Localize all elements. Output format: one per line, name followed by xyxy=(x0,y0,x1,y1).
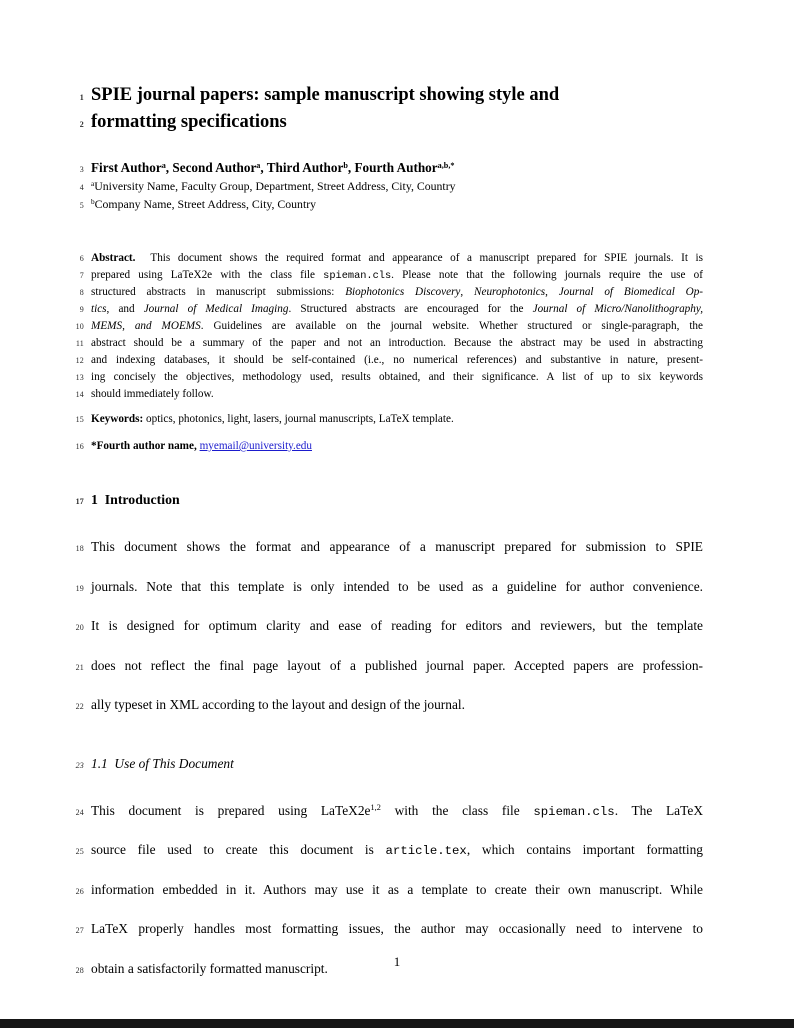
line-number: 28 xyxy=(75,965,84,975)
text-segment: and indexing databases, it should be self-contained (i.e., no numerical references) and substantive in nature, present- xyxy=(91,354,703,366)
line-abstract xyxy=(56,386,703,403)
line-content xyxy=(91,438,703,454)
text-segment: *Fourth author name, xyxy=(91,440,200,452)
line-number: 22 xyxy=(75,702,84,711)
text-segment: source file used to create this document is xyxy=(91,842,386,857)
text-segment: . Guidelines are available on the journal website. Whether structured or single-paragraph, the xyxy=(200,320,703,332)
line-number: 1 xyxy=(79,93,84,102)
line-number: 26 xyxy=(75,886,84,896)
line-abstract xyxy=(56,301,703,318)
text-segment: b xyxy=(91,197,95,207)
line-subsection-heading xyxy=(56,754,703,775)
text-segment: Biophotonics Discovery xyxy=(345,286,461,298)
line-abstract xyxy=(56,335,703,352)
text-segment: , and xyxy=(106,303,144,315)
text-segment: 1,2 xyxy=(370,803,381,813)
line-content xyxy=(91,178,703,196)
line-content xyxy=(91,318,703,334)
line-number: 17 xyxy=(75,497,84,506)
line-number: 3 xyxy=(79,165,84,174)
text-segment: This document is prepared using LaTeX2e xyxy=(91,802,371,818)
line-content xyxy=(91,695,703,716)
text-segment: LaTeX properly handles most formatting issues, the author may occasionally need to intervene to xyxy=(91,921,703,936)
line-content xyxy=(91,284,703,300)
text-segment: , Fourth Author xyxy=(347,160,438,175)
line-abstract xyxy=(56,267,703,284)
line-affiliation xyxy=(56,196,703,214)
line-author-note xyxy=(56,438,703,455)
line-number: 20 xyxy=(75,623,84,632)
text-segment: spieman.cls xyxy=(533,804,615,819)
text-segment: This document shows the required format and appearance of a manuscript prepared for SPIE journals. It is xyxy=(135,252,703,264)
line-abstract xyxy=(56,250,703,267)
text-segment: ally typeset in XML according to the layout and design of the journal. xyxy=(91,697,465,712)
text-segment: a xyxy=(256,160,261,170)
text-segment: Journal of Medical Imaging xyxy=(143,303,289,315)
line-abstract xyxy=(56,318,703,335)
line-number: 6 xyxy=(79,254,84,263)
line-body xyxy=(56,919,703,942)
line-content xyxy=(91,369,703,385)
text-segment: , xyxy=(460,286,475,298)
line-content xyxy=(91,386,703,402)
line-body xyxy=(56,840,703,863)
line-content xyxy=(91,250,703,266)
text-segment: a xyxy=(161,160,166,170)
text-segment: tics xyxy=(91,303,107,315)
line-number: 24 xyxy=(75,807,84,817)
line-number: 16 xyxy=(75,442,84,451)
text-segment: does not reflect the final page layout of a published journal paper. Accepted papers are profession- xyxy=(91,657,703,673)
text-segment: . Structured abstracts are encouraged for the xyxy=(288,303,533,315)
line-number: 4 xyxy=(79,183,84,192)
line-number: 25 xyxy=(75,847,84,856)
text-segment: structured abstracts in manuscript submissions: xyxy=(91,286,346,298)
text-segment: , Third Author xyxy=(260,160,344,175)
line-title xyxy=(56,83,703,110)
line-number: 10 xyxy=(75,322,84,331)
text-segment: University Name, Faculty Group, Department, Street Address, City, Country xyxy=(94,179,456,193)
line-abstract xyxy=(56,369,703,386)
text-segment: Journal of Micro/Nanolithography, xyxy=(532,303,703,315)
line-body xyxy=(56,801,703,824)
line-content xyxy=(91,840,703,862)
line-number: 9 xyxy=(79,305,84,314)
line-body xyxy=(56,537,703,560)
line-number: 15 xyxy=(75,415,84,424)
line-number: 7 xyxy=(79,271,84,280)
line-content xyxy=(91,352,703,368)
line-section-heading xyxy=(56,490,703,511)
line-number: 11 xyxy=(75,339,84,348)
line-content xyxy=(91,411,703,427)
text-segment: Company Name, Street Address, City, Country xyxy=(94,197,317,211)
line-content xyxy=(91,159,703,178)
text-segment: . The LaTeX xyxy=(614,802,703,818)
line-body xyxy=(56,880,703,903)
text-segment: Neurophotonics xyxy=(474,286,546,298)
text-segment: SPIE journal papers: sample manuscript showing style and xyxy=(91,85,560,105)
text-segment: obtain a satisfactorily formatted manuscript. xyxy=(91,960,328,976)
line-content xyxy=(91,919,703,940)
text-segment: formatting specifications xyxy=(91,112,287,132)
email-link[interactable]: myemail@university.edu xyxy=(199,440,312,452)
page-bottom-edge xyxy=(0,1019,794,1028)
line-number: 13 xyxy=(75,373,84,382)
line-number: 8 xyxy=(79,288,84,297)
line-number: 23 xyxy=(75,760,84,770)
line-abstract xyxy=(56,284,703,301)
text-segment: b xyxy=(343,160,348,170)
text-segment: spieman.cls xyxy=(323,270,392,282)
line-number: 18 xyxy=(75,544,84,553)
line-keywords xyxy=(56,411,703,428)
line-number: 21 xyxy=(75,662,84,672)
text-segment: with the class file xyxy=(380,802,534,818)
line-abstract xyxy=(56,352,703,369)
line-number: 5 xyxy=(79,201,84,210)
line-number: 27 xyxy=(75,926,84,935)
line-number: 19 xyxy=(75,583,84,593)
text-segment: ing concisely the objectives, methodology used, results obtained, and their significance. A list of up to six keywords xyxy=(91,371,703,383)
line-content xyxy=(91,577,703,598)
line-content xyxy=(91,801,703,824)
line-number: 2 xyxy=(79,120,84,129)
line-body xyxy=(56,577,703,600)
line-content xyxy=(91,537,703,558)
text-segment: 1.1 Use of This Document xyxy=(91,755,234,771)
line-number: 12 xyxy=(75,356,84,365)
line-content xyxy=(91,196,703,214)
text-segment: , which contains important formatting xyxy=(466,842,703,857)
text-segment: prepared using LaTeX2e with the class file xyxy=(91,269,324,281)
line-affiliation xyxy=(56,178,703,196)
text-segment: , Second Author xyxy=(165,160,257,175)
line-content xyxy=(91,83,703,108)
line-body xyxy=(56,695,703,718)
text-segment: information embedded in it. Authors may use it as a template to create their own manuscript. While xyxy=(91,881,703,897)
text-segment: optics, photonics, light, lasers, journal manuscripts, LaTeX template. xyxy=(143,413,454,425)
text-segment: MEMS, and MOEMS xyxy=(91,320,201,332)
line-number: 14 xyxy=(75,390,84,399)
text-segment: . Please note that the following journals require the use of xyxy=(391,269,703,281)
text-segment: a,b,* xyxy=(437,160,455,170)
line-content xyxy=(91,880,703,901)
text-segment: abstract should be a summary of the paper and not an introduction. Because the abstract may be used in abstracting xyxy=(91,337,703,349)
line-content xyxy=(91,267,703,284)
line-content xyxy=(91,110,703,135)
line-title xyxy=(56,110,703,137)
line-authors xyxy=(56,159,703,178)
text-segment: , xyxy=(545,286,559,298)
line-content xyxy=(91,301,703,317)
text-segment: 1 Introduction xyxy=(91,492,180,507)
line-body xyxy=(56,616,703,639)
line-content xyxy=(91,656,703,677)
text-segment: This document shows the format and appearance of a manuscript prepared for submission to SPIE xyxy=(91,539,703,554)
text-segment: It is designed for optimum clarity and ease of reading for editors and reviewers, but the template xyxy=(91,618,703,633)
text-segment: journals. Note that this template is only intended to be used as a guideline for author convenience. xyxy=(91,578,703,594)
text-segment: should immediately follow. xyxy=(91,388,214,400)
document-lines xyxy=(56,83,703,981)
line-body xyxy=(56,656,703,679)
page-number: 1 xyxy=(393,954,401,969)
text-segment: Keywords: xyxy=(91,413,144,425)
line-content xyxy=(91,754,703,773)
text-segment: a xyxy=(91,179,95,189)
line-content xyxy=(91,335,703,351)
text-segment: article.tex xyxy=(385,844,467,858)
text-segment: Journal of Biomedical Op- xyxy=(558,286,704,298)
line-content xyxy=(91,616,703,637)
text-segment: First Author xyxy=(91,160,162,175)
text-segment: Abstract. xyxy=(91,252,136,264)
line-content xyxy=(91,490,703,509)
